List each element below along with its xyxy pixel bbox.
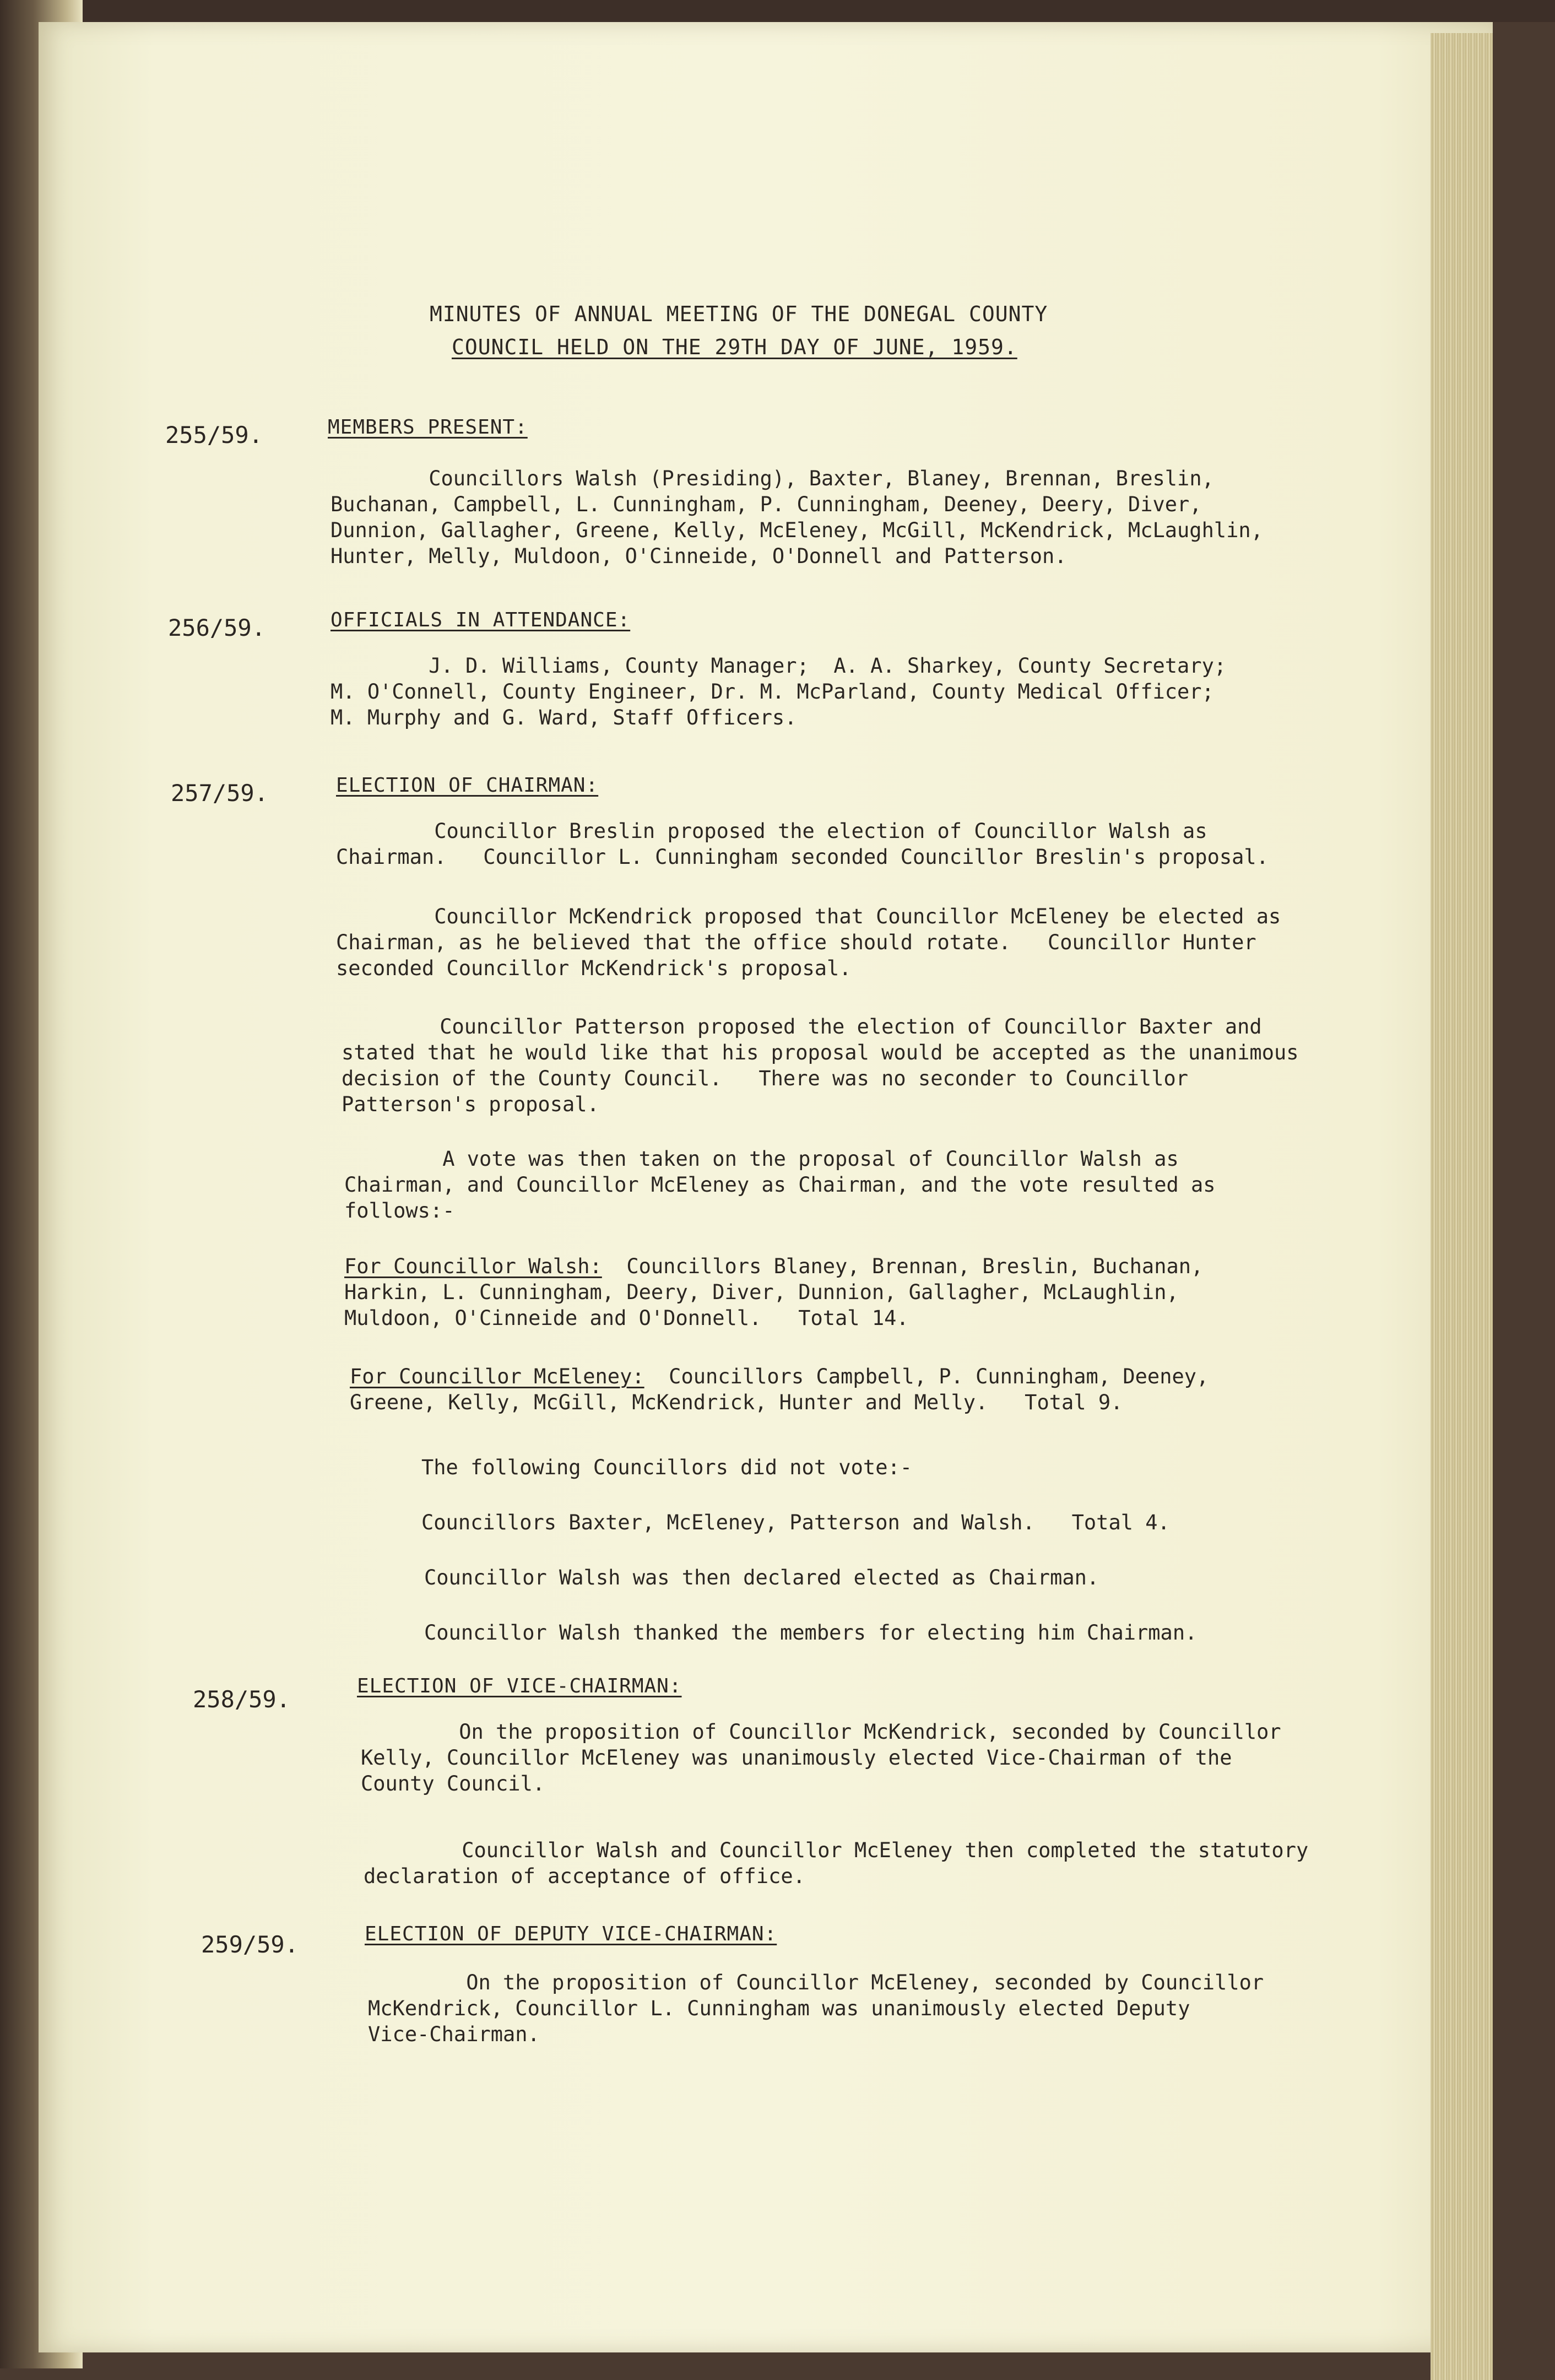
chairman-para-3: Councillor Patterson proposed the election of Councillor Baxter and stated that he would like that his proposal would be accepted as the unanimous decision of the County Council. There was no seconder to Councillor Patterson's proposal. xyxy=(342,1015,1299,1116)
chairman-para-2: Councillor McKendrick proposed that Councillor McEleney be elected as Chairman, as he believed that the office should rotate. Councillor Hunter seconded Councillor McKendrick's proposal. xyxy=(336,905,1281,980)
vote-mceleney xyxy=(350,1364,1440,1415)
item-number-255: 255/59. xyxy=(165,421,263,448)
title-line-2: COUNCIL HELD ON THE 29TH DAY OF JUNE, 1959. xyxy=(452,335,1017,359)
vice-chairman-para-1: On the proposition of Councillor McKendrick, seconded by Councillor Kelly, Councillor McEleney was unanimously elected Vice-Chairman of the County Council. xyxy=(361,1720,1281,1795)
vote-walsh-text: Councillors Blaney, Brennan, Breslin, Buchanan, Harkin, L. Cunningham, Deery, Diver, Dunnion, Gallagher, McLaughlin, Muldoon, O'Cinneide and O'Donnell. Total 14. xyxy=(344,1254,1204,1330)
minutes-title xyxy=(430,298,1146,364)
item-number-256: 256/59. xyxy=(168,614,266,641)
vote-mceleney-label: For Councillor McEleney: xyxy=(350,1365,644,1388)
vice-chairman-para-2: Councillor Walsh and Councillor McEleney then completed the statutory declaration of acceptance of office. xyxy=(364,1838,1309,1888)
item-heading-election-chairman: ELECTION OF CHAIRMAN: xyxy=(336,774,599,797)
vote-walsh xyxy=(344,1253,1435,1331)
walsh-thanked: Councillor Walsh thanked the members for electing him Chairman. xyxy=(424,1621,1198,1645)
item-heading-members-present: MEMBERS PRESENT: xyxy=(328,416,528,439)
did-not-vote-intro: The following Councillors did not vote:- xyxy=(421,1456,913,1479)
item-heading-vice-chairman: ELECTION OF VICE-CHAIRMAN: xyxy=(357,1675,682,1697)
officials-text: J. D. Williams, County Manager; A. A. Sharkey, County Secretary; M. O'Connell, County Engineer, Dr. M. McParland, County Medical Officer; M. Murphy and G. Ward, Staff Officers. xyxy=(330,654,1227,729)
item-number-259: 259/59. xyxy=(201,1931,299,1958)
item-heading-officials: OFFICIALS IN ATTENDANCE: xyxy=(330,609,631,631)
vote-walsh-label: For Councillor Walsh: xyxy=(344,1254,602,1278)
item-number-258: 258/59. xyxy=(193,1686,291,1713)
title-line-1: MINUTES OF ANNUAL MEETING OF THE DONEGAL COUNTY xyxy=(430,302,1048,326)
chairman-para-4: A vote was then taken on the proposal of Councillor Walsh as Chairman, and Councillor McEleney as Chairman, and the vote resulted as follows:- xyxy=(344,1147,1216,1223)
did-not-vote-list: Councillors Baxter, McEleney, Patterson and Walsh. Total 4. xyxy=(421,1511,1170,1534)
book-top-band xyxy=(0,0,1555,22)
item-number-257: 257/59. xyxy=(171,780,269,807)
vote-mceleney-text: Councillors Campbell, P. Cunningham, Deeney, Greene, Kelly, McGill, McKendrick, Hunter and Melly. Total 9. xyxy=(350,1365,1209,1414)
deputy-vice-chairman-text: On the proposition of Councillor McEleney, seconded by Councillor McKendrick, Councillor L. Cunningham was unanimously elected Deputy Vice-Chairman. xyxy=(368,1971,1264,2046)
item-heading-deputy-vice-chairman: ELECTION OF DEPUTY VICE-CHAIRMAN: xyxy=(365,1923,777,1945)
members-present-text: Councillors Walsh (Presiding), Baxter, Blaney, Brennan, Breslin, Buchanan, Campbell, L. Cunningham, P. Cunningham, Deeney, Deery, Diver, Dunnion, Gallagher, Greene, Kelly, McEleney, McGill, McKendrick, McLaughlin, Hunter, Melly, Muldoon, O'Cinneide, O'Donnell and Patterson. xyxy=(330,467,1263,568)
chairman-para-1: Councillor Breslin proposed the election of Councillor Walsh as Chairman. Councillor L. Cunningham seconded Councillor Breslin's proposal. xyxy=(336,819,1269,869)
walsh-declared: Councillor Walsh was then declared elected as Chairman. xyxy=(424,1566,1099,1589)
